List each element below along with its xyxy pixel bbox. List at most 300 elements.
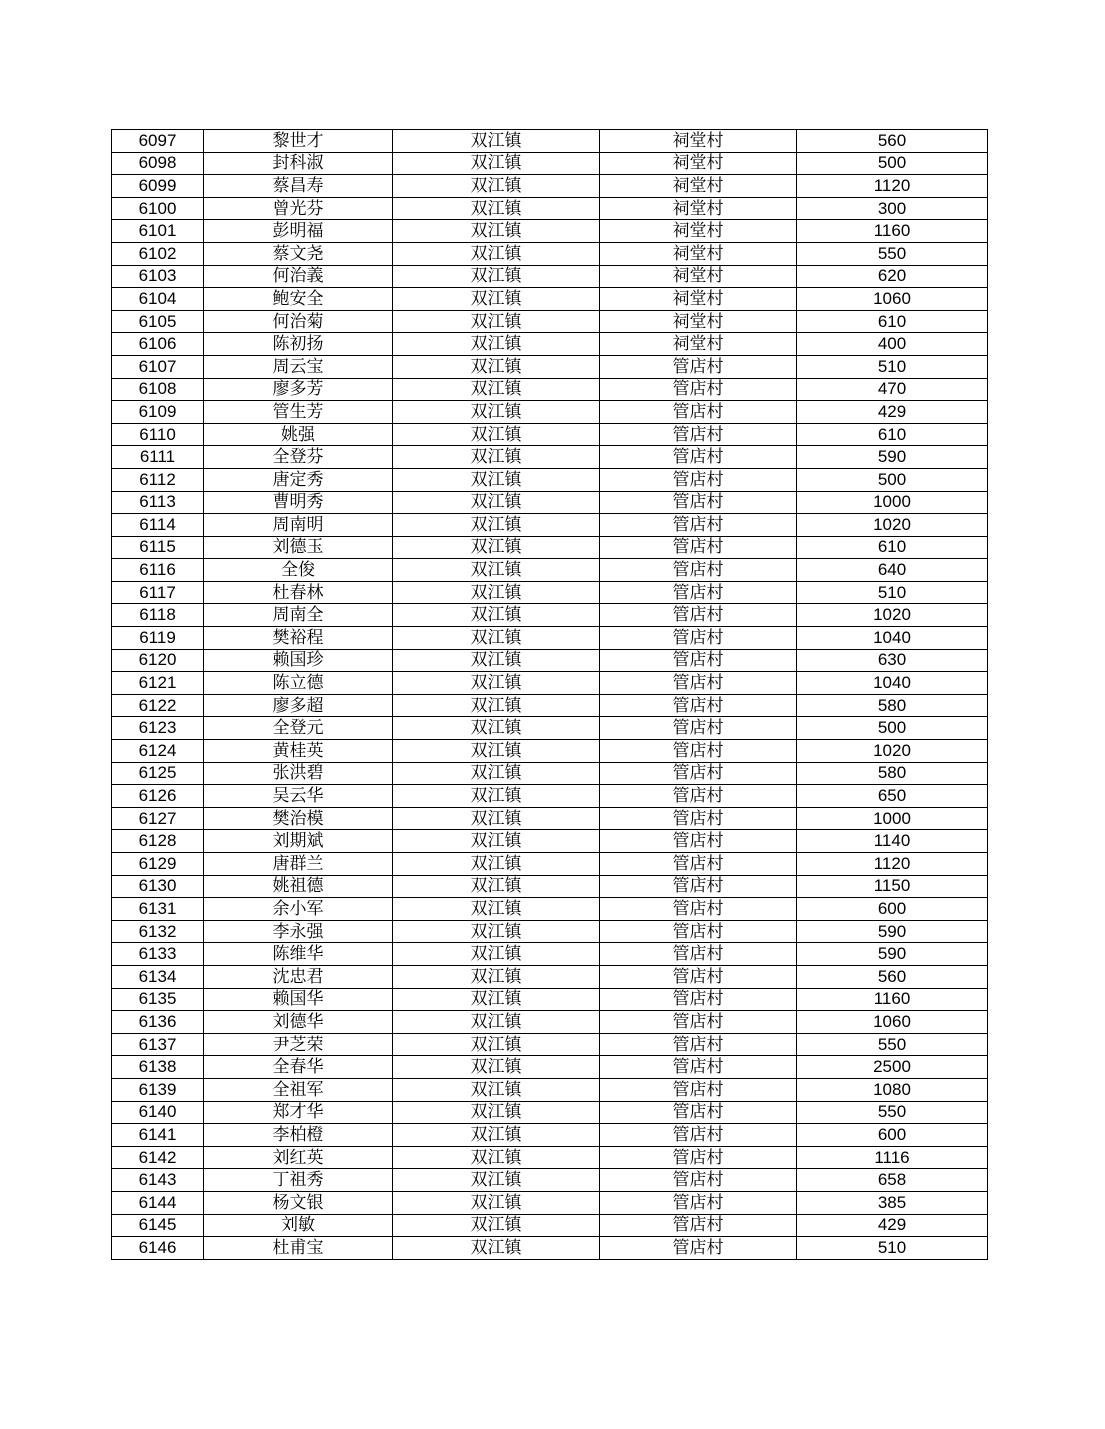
- amount-cell: 500: [797, 468, 988, 491]
- amount-cell: 1060: [797, 288, 988, 311]
- town-cell: 双江镇: [393, 1033, 600, 1056]
- amount-cell: 385: [797, 1191, 988, 1214]
- id-cell: 6140: [112, 1101, 204, 1124]
- amount-cell: 590: [797, 920, 988, 943]
- town-cell: 双江镇: [393, 875, 600, 898]
- table-row: [112, 627, 988, 650]
- name-cell: 丁祖秀: [204, 1169, 393, 1192]
- town-cell: 双江镇: [393, 536, 600, 559]
- village-cell: 管店村: [600, 740, 797, 763]
- table-row: [112, 830, 988, 853]
- name-cell: 余小军: [204, 898, 393, 921]
- table-row: [112, 378, 988, 401]
- name-cell: 杜甫宝: [204, 1237, 393, 1260]
- table-row: [112, 152, 988, 175]
- amount-cell: 1116: [797, 1146, 988, 1169]
- name-cell: 尹芝荣: [204, 1033, 393, 1056]
- id-cell: 6145: [112, 1214, 204, 1237]
- table-row: [112, 853, 988, 876]
- town-cell: 双江镇: [393, 740, 600, 763]
- town-cell: 双江镇: [393, 1101, 600, 1124]
- table-row: [112, 423, 988, 446]
- name-cell: 周南明: [204, 514, 393, 537]
- amount-cell: 1160: [797, 220, 988, 243]
- name-cell: 陈立德: [204, 672, 393, 695]
- table-row: [112, 965, 988, 988]
- town-cell: 双江镇: [393, 265, 600, 288]
- town-cell: 双江镇: [393, 1056, 600, 1079]
- id-cell: 6101: [112, 220, 204, 243]
- table-row: [112, 175, 988, 198]
- village-cell: 管店村: [600, 1169, 797, 1192]
- table-row: [112, 265, 988, 288]
- name-cell: 全春华: [204, 1056, 393, 1079]
- town-cell: 双江镇: [393, 1237, 600, 1260]
- village-cell: 管店村: [600, 1011, 797, 1034]
- id-cell: 6099: [112, 175, 204, 198]
- id-cell: 6104: [112, 288, 204, 311]
- roster-table: [111, 129, 988, 1260]
- village-cell: 管店村: [600, 853, 797, 876]
- amount-cell: 470: [797, 378, 988, 401]
- name-cell: 廖多芳: [204, 378, 393, 401]
- town-cell: 双江镇: [393, 1169, 600, 1192]
- town-cell: 双江镇: [393, 943, 600, 966]
- name-cell: 赖国华: [204, 988, 393, 1011]
- table-row: [112, 468, 988, 491]
- id-cell: 6141: [112, 1124, 204, 1147]
- id-cell: 6110: [112, 423, 204, 446]
- name-cell: 鲍安全: [204, 288, 393, 311]
- id-cell: 6134: [112, 965, 204, 988]
- village-cell: 管店村: [600, 401, 797, 424]
- town-cell: 双江镇: [393, 1011, 600, 1034]
- table-row: [112, 1214, 988, 1237]
- table-row: [112, 740, 988, 763]
- amount-cell: 560: [797, 965, 988, 988]
- name-cell: 全俊: [204, 559, 393, 582]
- table-row: [112, 1078, 988, 1101]
- id-cell: 6113: [112, 491, 204, 514]
- document-page: [111, 129, 988, 1260]
- table-row: [112, 130, 988, 153]
- table-row: [112, 242, 988, 265]
- amount-cell: 1120: [797, 853, 988, 876]
- amount-cell: 550: [797, 1033, 988, 1056]
- name-cell: 全祖军: [204, 1078, 393, 1101]
- table-row: [112, 514, 988, 537]
- amount-cell: 429: [797, 401, 988, 424]
- id-cell: 6114: [112, 514, 204, 537]
- name-cell: 何治義: [204, 265, 393, 288]
- village-cell: 管店村: [600, 536, 797, 559]
- amount-cell: 1040: [797, 627, 988, 650]
- table-row: [112, 401, 988, 424]
- table-row: [112, 762, 988, 785]
- id-cell: 6097: [112, 130, 204, 153]
- town-cell: 双江镇: [393, 378, 600, 401]
- table-row: [112, 1056, 988, 1079]
- amount-cell: 300: [797, 197, 988, 220]
- town-cell: 双江镇: [393, 604, 600, 627]
- town-cell: 双江镇: [393, 242, 600, 265]
- table-row: [112, 355, 988, 378]
- town-cell: 双江镇: [393, 220, 600, 243]
- amount-cell: 500: [797, 717, 988, 740]
- town-cell: 双江镇: [393, 649, 600, 672]
- id-cell: 6116: [112, 559, 204, 582]
- id-cell: 6098: [112, 152, 204, 175]
- table-row: [112, 649, 988, 672]
- village-cell: 管店村: [600, 898, 797, 921]
- amount-cell: 1150: [797, 875, 988, 898]
- town-cell: 双江镇: [393, 988, 600, 1011]
- name-cell: 何治菊: [204, 310, 393, 333]
- table-row: [112, 875, 988, 898]
- name-cell: 周云宝: [204, 355, 393, 378]
- table-row: [112, 943, 988, 966]
- village-cell: 管店村: [600, 1056, 797, 1079]
- id-cell: 6105: [112, 310, 204, 333]
- amount-cell: 610: [797, 423, 988, 446]
- village-cell: 管店村: [600, 1033, 797, 1056]
- id-cell: 6146: [112, 1237, 204, 1260]
- village-cell: 管店村: [600, 627, 797, 650]
- village-cell: 管店村: [600, 965, 797, 988]
- name-cell: 全登芬: [204, 446, 393, 469]
- amount-cell: 590: [797, 943, 988, 966]
- amount-cell: 400: [797, 333, 988, 356]
- id-cell: 6115: [112, 536, 204, 559]
- village-cell: 管店村: [600, 1191, 797, 1214]
- town-cell: 双江镇: [393, 807, 600, 830]
- name-cell: 樊裕程: [204, 627, 393, 650]
- name-cell: 彭明福: [204, 220, 393, 243]
- village-cell: 管店村: [600, 468, 797, 491]
- village-cell: 管店村: [600, 694, 797, 717]
- id-cell: 6102: [112, 242, 204, 265]
- name-cell: 姚祖德: [204, 875, 393, 898]
- name-cell: 管生芳: [204, 401, 393, 424]
- amount-cell: 1040: [797, 672, 988, 695]
- table-row: [112, 604, 988, 627]
- id-cell: 6100: [112, 197, 204, 220]
- table-row: [112, 220, 988, 243]
- name-cell: 全登元: [204, 717, 393, 740]
- id-cell: 6124: [112, 740, 204, 763]
- name-cell: 张洪碧: [204, 762, 393, 785]
- name-cell: 蔡文尧: [204, 242, 393, 265]
- village-cell: 祠堂村: [600, 242, 797, 265]
- amount-cell: 630: [797, 649, 988, 672]
- id-cell: 6132: [112, 920, 204, 943]
- name-cell: 陈维华: [204, 943, 393, 966]
- table-row: [112, 717, 988, 740]
- village-cell: 管店村: [600, 1124, 797, 1147]
- id-cell: 6125: [112, 762, 204, 785]
- town-cell: 双江镇: [393, 559, 600, 582]
- name-cell: 廖多超: [204, 694, 393, 717]
- amount-cell: 1080: [797, 1078, 988, 1101]
- town-cell: 双江镇: [393, 355, 600, 378]
- amount-cell: 650: [797, 785, 988, 808]
- amount-cell: 640: [797, 559, 988, 582]
- table-row: [112, 197, 988, 220]
- village-cell: 管店村: [600, 581, 797, 604]
- village-cell: 管店村: [600, 762, 797, 785]
- town-cell: 双江镇: [393, 423, 600, 446]
- amount-cell: 1120: [797, 175, 988, 198]
- town-cell: 双江镇: [393, 965, 600, 988]
- name-cell: 赖国珍: [204, 649, 393, 672]
- name-cell: 蔡昌寿: [204, 175, 393, 198]
- name-cell: 沈忠君: [204, 965, 393, 988]
- village-cell: 管店村: [600, 649, 797, 672]
- town-cell: 双江镇: [393, 717, 600, 740]
- name-cell: 周南全: [204, 604, 393, 627]
- name-cell: 郑才华: [204, 1101, 393, 1124]
- name-cell: 唐定秀: [204, 468, 393, 491]
- village-cell: 祠堂村: [600, 333, 797, 356]
- id-cell: 6138: [112, 1056, 204, 1079]
- amount-cell: 1060: [797, 1011, 988, 1034]
- name-cell: 曾光芬: [204, 197, 393, 220]
- table-row: [112, 581, 988, 604]
- amount-cell: 560: [797, 130, 988, 153]
- town-cell: 双江镇: [393, 288, 600, 311]
- town-cell: 双江镇: [393, 898, 600, 921]
- amount-cell: 658: [797, 1169, 988, 1192]
- table-row: [112, 559, 988, 582]
- amount-cell: 590: [797, 446, 988, 469]
- id-cell: 6143: [112, 1169, 204, 1192]
- id-cell: 6119: [112, 627, 204, 650]
- name-cell: 姚强: [204, 423, 393, 446]
- village-cell: 管店村: [600, 875, 797, 898]
- town-cell: 双江镇: [393, 762, 600, 785]
- id-cell: 6123: [112, 717, 204, 740]
- id-cell: 6117: [112, 581, 204, 604]
- roster-table-body: [112, 130, 988, 1260]
- town-cell: 双江镇: [393, 672, 600, 695]
- village-cell: 管店村: [600, 559, 797, 582]
- table-row: [112, 694, 988, 717]
- name-cell: 杜春林: [204, 581, 393, 604]
- id-cell: 6139: [112, 1078, 204, 1101]
- id-cell: 6111: [112, 446, 204, 469]
- table-row: [112, 785, 988, 808]
- town-cell: 双江镇: [393, 310, 600, 333]
- town-cell: 双江镇: [393, 130, 600, 153]
- id-cell: 6133: [112, 943, 204, 966]
- amount-cell: 610: [797, 536, 988, 559]
- table-row: [112, 1101, 988, 1124]
- table-row: [112, 536, 988, 559]
- town-cell: 双江镇: [393, 694, 600, 717]
- town-cell: 双江镇: [393, 197, 600, 220]
- table-row: [112, 1237, 988, 1260]
- town-cell: 双江镇: [393, 627, 600, 650]
- id-cell: 6131: [112, 898, 204, 921]
- village-cell: 管店村: [600, 672, 797, 695]
- town-cell: 双江镇: [393, 468, 600, 491]
- table-row: [112, 1169, 988, 1192]
- village-cell: 管店村: [600, 988, 797, 1011]
- name-cell: 曹明秀: [204, 491, 393, 514]
- amount-cell: 510: [797, 1237, 988, 1260]
- table-row: [112, 672, 988, 695]
- name-cell: 唐群兰: [204, 853, 393, 876]
- village-cell: 管店村: [600, 514, 797, 537]
- town-cell: 双江镇: [393, 152, 600, 175]
- village-cell: 管店村: [600, 1237, 797, 1260]
- table-row: [112, 1011, 988, 1034]
- amount-cell: 1160: [797, 988, 988, 1011]
- town-cell: 双江镇: [393, 175, 600, 198]
- town-cell: 双江镇: [393, 581, 600, 604]
- id-cell: 6103: [112, 265, 204, 288]
- id-cell: 6130: [112, 875, 204, 898]
- amount-cell: 1020: [797, 514, 988, 537]
- town-cell: 双江镇: [393, 920, 600, 943]
- id-cell: 6118: [112, 604, 204, 627]
- village-cell: 管店村: [600, 355, 797, 378]
- village-cell: 管店村: [600, 717, 797, 740]
- id-cell: 6136: [112, 1011, 204, 1034]
- amount-cell: 1000: [797, 491, 988, 514]
- table-row: [112, 920, 988, 943]
- town-cell: 双江镇: [393, 514, 600, 537]
- town-cell: 双江镇: [393, 1214, 600, 1237]
- table-row: [112, 446, 988, 469]
- town-cell: 双江镇: [393, 333, 600, 356]
- name-cell: 刘敏: [204, 1214, 393, 1237]
- village-cell: 祠堂村: [600, 197, 797, 220]
- table-row: [112, 1033, 988, 1056]
- table-row: [112, 807, 988, 830]
- name-cell: 刘德华: [204, 1011, 393, 1034]
- id-cell: 6129: [112, 853, 204, 876]
- amount-cell: 550: [797, 242, 988, 265]
- town-cell: 双江镇: [393, 491, 600, 514]
- id-cell: 6135: [112, 988, 204, 1011]
- town-cell: 双江镇: [393, 785, 600, 808]
- id-cell: 6106: [112, 333, 204, 356]
- amount-cell: 1000: [797, 807, 988, 830]
- village-cell: 管店村: [600, 830, 797, 853]
- village-cell: 管店村: [600, 604, 797, 627]
- table-row: [112, 898, 988, 921]
- town-cell: 双江镇: [393, 853, 600, 876]
- amount-cell: 580: [797, 694, 988, 717]
- amount-cell: 550: [797, 1101, 988, 1124]
- village-cell: 管店村: [600, 943, 797, 966]
- village-cell: 管店村: [600, 378, 797, 401]
- name-cell: 李柏橙: [204, 1124, 393, 1147]
- amount-cell: 1020: [797, 740, 988, 763]
- id-cell: 6112: [112, 468, 204, 491]
- id-cell: 6128: [112, 830, 204, 853]
- amount-cell: 510: [797, 355, 988, 378]
- town-cell: 双江镇: [393, 1124, 600, 1147]
- amount-cell: 500: [797, 152, 988, 175]
- village-cell: 管店村: [600, 807, 797, 830]
- village-cell: 祠堂村: [600, 130, 797, 153]
- table-row: [112, 333, 988, 356]
- id-cell: 6127: [112, 807, 204, 830]
- table-row: [112, 988, 988, 1011]
- name-cell: 李永强: [204, 920, 393, 943]
- table-row: [112, 310, 988, 333]
- village-cell: 管店村: [600, 920, 797, 943]
- village-cell: 管店村: [600, 423, 797, 446]
- name-cell: 刘德玉: [204, 536, 393, 559]
- village-cell: 祠堂村: [600, 175, 797, 198]
- amount-cell: 580: [797, 762, 988, 785]
- amount-cell: 600: [797, 898, 988, 921]
- amount-cell: 510: [797, 581, 988, 604]
- village-cell: 管店村: [600, 1214, 797, 1237]
- id-cell: 6107: [112, 355, 204, 378]
- village-cell: 管店村: [600, 446, 797, 469]
- id-cell: 6144: [112, 1191, 204, 1214]
- table-row: [112, 288, 988, 311]
- village-cell: 祠堂村: [600, 152, 797, 175]
- amount-cell: 1140: [797, 830, 988, 853]
- name-cell: 吴云华: [204, 785, 393, 808]
- id-cell: 6108: [112, 378, 204, 401]
- table-row: [112, 1191, 988, 1214]
- town-cell: 双江镇: [393, 446, 600, 469]
- id-cell: 6121: [112, 672, 204, 695]
- town-cell: 双江镇: [393, 1078, 600, 1101]
- amount-cell: 620: [797, 265, 988, 288]
- name-cell: 黄桂英: [204, 740, 393, 763]
- village-cell: 祠堂村: [600, 265, 797, 288]
- name-cell: 黎世才: [204, 130, 393, 153]
- amount-cell: 1020: [797, 604, 988, 627]
- name-cell: 封科淑: [204, 152, 393, 175]
- amount-cell: 429: [797, 1214, 988, 1237]
- amount-cell: 610: [797, 310, 988, 333]
- id-cell: 6137: [112, 1033, 204, 1056]
- village-cell: 管店村: [600, 491, 797, 514]
- name-cell: 樊治模: [204, 807, 393, 830]
- village-cell: 祠堂村: [600, 310, 797, 333]
- id-cell: 6126: [112, 785, 204, 808]
- id-cell: 6142: [112, 1146, 204, 1169]
- id-cell: 6122: [112, 694, 204, 717]
- village-cell: 管店村: [600, 1101, 797, 1124]
- name-cell: 陈初扬: [204, 333, 393, 356]
- name-cell: 刘红英: [204, 1146, 393, 1169]
- table-row: [112, 1146, 988, 1169]
- table-row: [112, 1124, 988, 1147]
- town-cell: 双江镇: [393, 830, 600, 853]
- amount-cell: 600: [797, 1124, 988, 1147]
- name-cell: 刘期斌: [204, 830, 393, 853]
- amount-cell: 2500: [797, 1056, 988, 1079]
- name-cell: 杨文银: [204, 1191, 393, 1214]
- town-cell: 双江镇: [393, 401, 600, 424]
- village-cell: 管店村: [600, 785, 797, 808]
- village-cell: 管店村: [600, 1078, 797, 1101]
- id-cell: 6109: [112, 401, 204, 424]
- village-cell: 祠堂村: [600, 220, 797, 243]
- town-cell: 双江镇: [393, 1191, 600, 1214]
- town-cell: 双江镇: [393, 1146, 600, 1169]
- id-cell: 6120: [112, 649, 204, 672]
